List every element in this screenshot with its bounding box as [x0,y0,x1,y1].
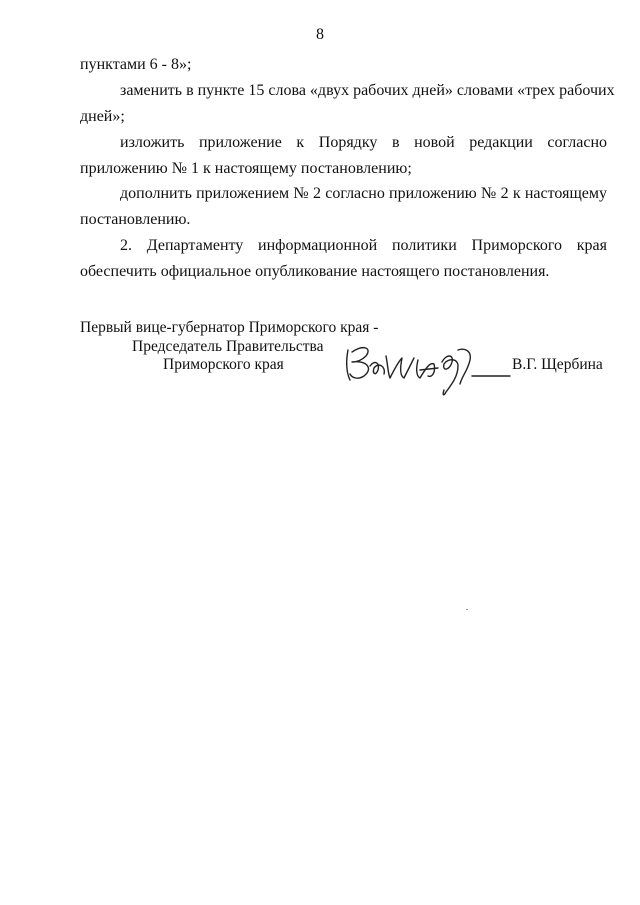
body-line-4: изложить приложение к Порядку в новой редакции согласно [120,134,607,151]
signatory-title-line-3: Приморского края [163,356,284,373]
scan-speck [466,609,468,610]
signatory-title-line-1: Первый вице-губернатор Приморского края - [80,319,379,336]
page-number: 8 [316,26,324,43]
signatory-title-line-2: Председатель Правительства [132,338,324,355]
body-line-8: 2. Департаменту информационной политики Приморского края [120,237,607,254]
handwritten-signature [342,340,514,400]
body-line-6: дополнить приложением № 2 согласно приложению № 2 к настоящему [120,185,607,202]
body-line-5: приложению № 1 к настоящему постановлению; [80,160,412,177]
body-line-9: обеспечить официальное опубликование настоящего постановления. [80,263,550,280]
body-line-7: постановлению. [80,211,191,228]
body-line-1: пунктами 6 - 8»; [80,56,192,73]
signatory-name: В.Г. Щербина [512,356,603,373]
body-line-2: заменить в пункте 15 слова «двух рабочих дней» словами «трех рабочих [120,82,615,99]
body-line-3: дней»; [80,108,125,125]
